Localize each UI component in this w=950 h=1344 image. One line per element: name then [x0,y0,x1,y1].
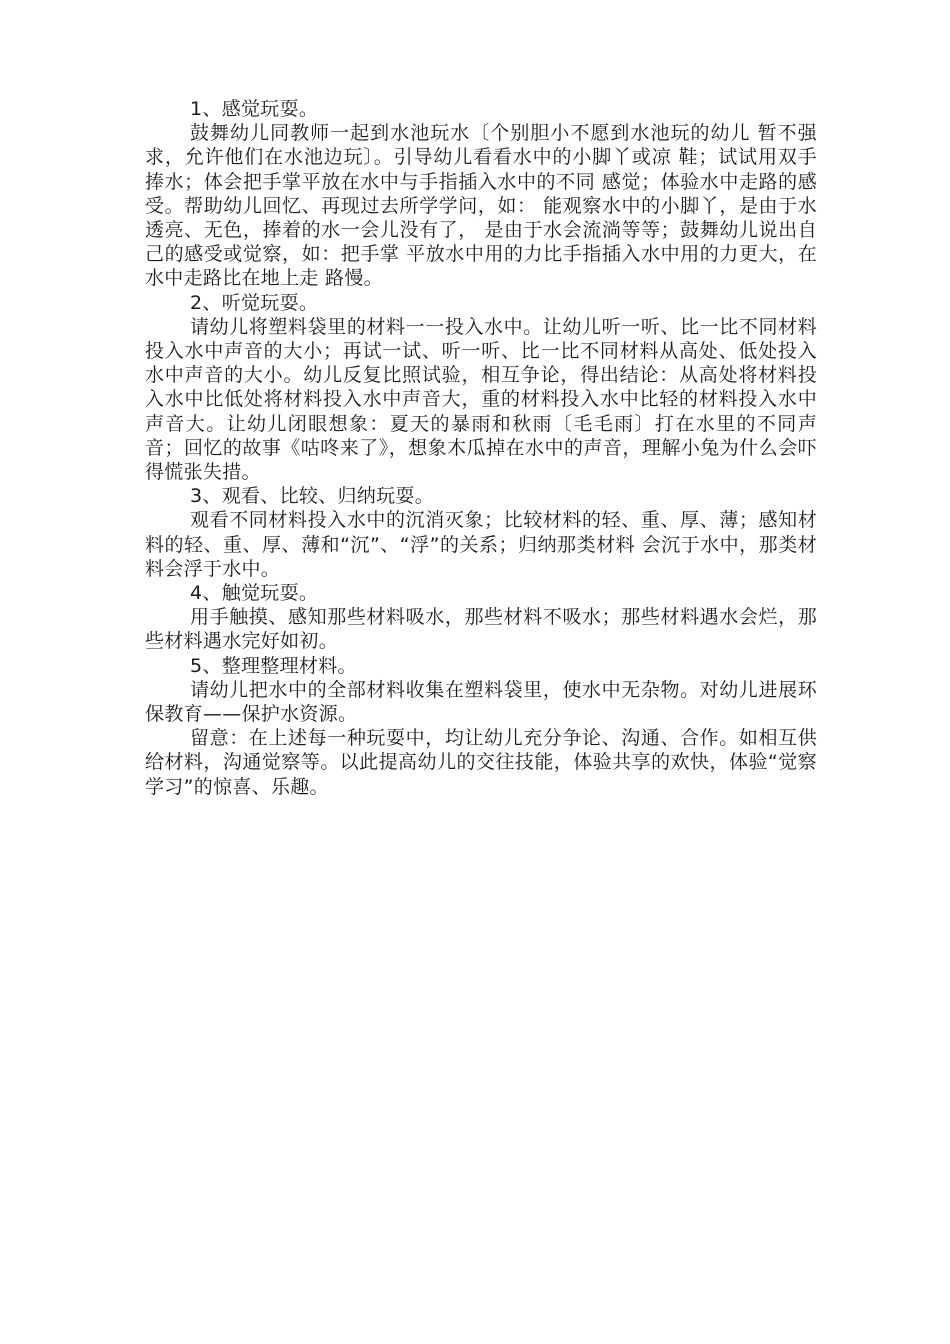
section-body-4: 用手触摸、感知那些材料吸水，那些材料不吸水；那些材料遇水会烂，那些材料遇水完好如初。 [145,606,817,653]
document-body [145,97,817,799]
section-heading-4: 4、触觉玩耍。 [190,582,319,605]
section-body-3: 观看不同材料投入水中的沉消灭象；比较材料的轻、重、厚、薄；感知材料的轻、重、厚、薄和“沉”、“浮”的关系；归纳那类材料 会沉于水中，那类材料会浮于水中。 [145,509,817,580]
section-heading-5: 5、整理整理材料。 [190,654,357,677]
section-heading-3: 3、观看、比较、归纳玩耍。 [190,485,434,508]
section-heading-1: 1、感觉玩耍。 [190,98,319,120]
section-heading-2: 2、听觉玩耍。 [190,291,319,314]
section-body-5: 请幼儿把水中的全部材料收集在塑料袋里，使水中无杂物。对幼儿进展环保教育——保护水资源。 [145,678,817,726]
section-body-1: 鼓舞幼儿同教师一起到水池玩水〔个别胆小不愿到水池玩的幼儿 暂不强求，允许他们在水池边玩〕。引导幼儿看看水中的小脚丫或凉 鞋；试试用双手捧水；体会把手掌平放在水中与手指插入水中的不同 感觉；体验水中走路的感受。帮助幼儿回忆、再现过去所学学问，如： 能观察水中的小脚丫，是由于水透亮、无色，捧着的水一会儿没有了， 是由于水会流淌等等；鼓舞幼儿说出自己的感受或觉察，如：把手掌 平放水中用的力比手指插入水中用的力更大，在水中走路比在地上走 路慢。 [145,122,817,290]
closing-note: 留意：在上述每一种玩耍中，均让幼儿充分争论、沟通、合作。如相互供给材料，沟通觉察等。以此提高幼儿的交往技能，体验共享的欢快，体验“觉察学习”的惊喜、乐趣。 [145,727,817,798]
section-body-2: 请幼儿将塑料袋里的材料一一投入水中。让幼儿听一听、比一比不同材料投入水中声音的大小；再试一试、听一听、比一比不同材料从高处、低处投入水中声音的大小。幼儿反复比照试验，相互争论，得出结论：从高处将材料投入水中比低处将材料投入水中声音大，重的材料投入水中比轻的材料投入水中声音大。让幼儿闭眼想象：夏天的暴雨和秋雨〔毛毛雨〕打在水里的不同声音；回忆的故事《咕咚来了》，想象木瓜掉在水中的声音，理解小兔为什么会吓得慌张失措。 [145,315,817,484]
